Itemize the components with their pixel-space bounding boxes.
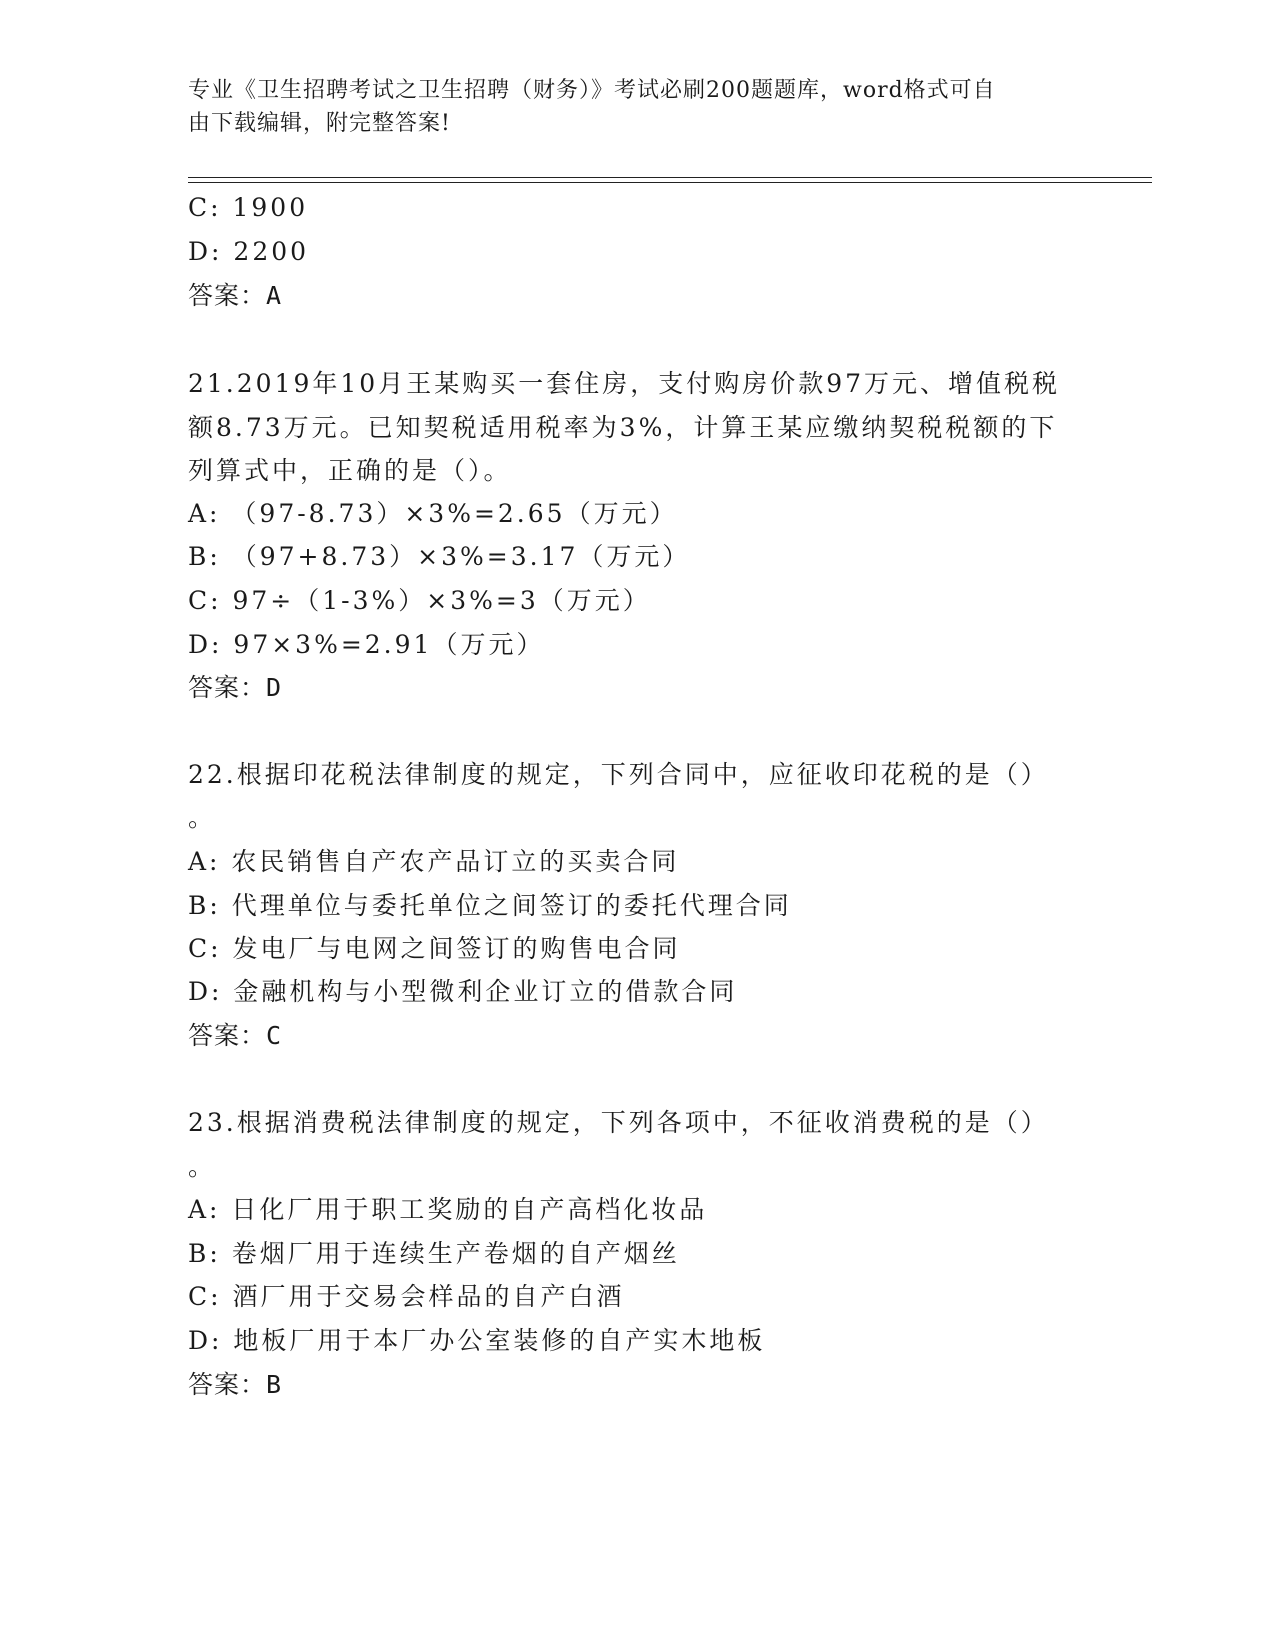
q22-stem-line-2: 。 (188, 803, 217, 832)
q21-stem-line-1: 21.2019年10月王某购买一套住房，支付购房价款97万元、增值税税 (188, 369, 1061, 398)
q22-option-a: A: 农民销售自产农产品订立的买卖合同 (188, 847, 680, 876)
q21-stem-line-2: 额8.73万元。已知契税适用税率为3%，计算王某应缴纳契税税额的下 (188, 413, 1058, 442)
q21-option-a: A: （97-8.73）×3%=2.65（万元） (188, 499, 678, 528)
answer-label: 答案： (188, 1370, 267, 1399)
answer-label: 答案： (188, 281, 267, 310)
q21-option-d: D: 97×3%=2.91（万元） (188, 630, 545, 659)
answer-label: 答案： (188, 673, 267, 702)
q22-option-c: C: 发电厂与电网之间签订的购售电合同 (188, 934, 681, 963)
q20-answer (188, 281, 282, 311)
q23-option-a: A: 日化厂用于职工奖励的自产高档化妆品 (188, 1195, 708, 1224)
q22-answer (188, 1021, 282, 1051)
q21-answer (188, 673, 282, 703)
q23-option-b: B: 卷烟厂用于连续生产卷烟的自产烟丝 (188, 1239, 680, 1268)
header-line-2: 由下载编辑，附完整答案! (188, 111, 451, 136)
answer-label: 答案： (188, 1021, 267, 1050)
answer-value: B (266, 1370, 283, 1399)
q23-answer (188, 1370, 282, 1400)
q21-option-b: B: （97+8.73）×3%=3.17（万元） (188, 542, 691, 571)
q20-option-c: C: 1900 (188, 193, 309, 222)
q22-option-b: B: 代理单位与委托单位之间签订的委托代理合同 (188, 891, 792, 920)
q22-option-d: D: 金融机构与小型微利企业订立的借款合同 (188, 977, 738, 1006)
header-divider-top (188, 177, 1152, 178)
q21-option-c: C: 97÷（1-3%）×3%=3（万元） (188, 586, 651, 615)
q22-stem-line-1: 22.根据印花税法律制度的规定，下列合同中，应征收印花税的是（） (188, 760, 1049, 789)
q23-option-c: C: 酒厂用于交易会样品的自产白酒 (188, 1282, 625, 1311)
q21-stem-line-3: 列算式中，正确的是（）。 (188, 456, 512, 485)
q23-option-d: D: 地板厂用于本厂办公室装修的自产实木地板 (188, 1326, 766, 1355)
document-header (188, 74, 1068, 140)
header-line-1: 专业《卫生招聘考试之卫生招聘（财务）》考试必刷200题题库，word格式可自 (188, 78, 996, 103)
q23-stem-line-2: 。 (188, 1152, 217, 1181)
header-divider-bottom (188, 182, 1152, 183)
q23-stem-line-1: 23.根据消费税法律制度的规定，下列各项中，不征收消费税的是（） (188, 1108, 1049, 1137)
answer-value: C (266, 1021, 283, 1050)
q20-option-d: D: 2200 (188, 237, 310, 266)
answer-value: D (266, 673, 283, 702)
answer-value: A (266, 281, 283, 310)
